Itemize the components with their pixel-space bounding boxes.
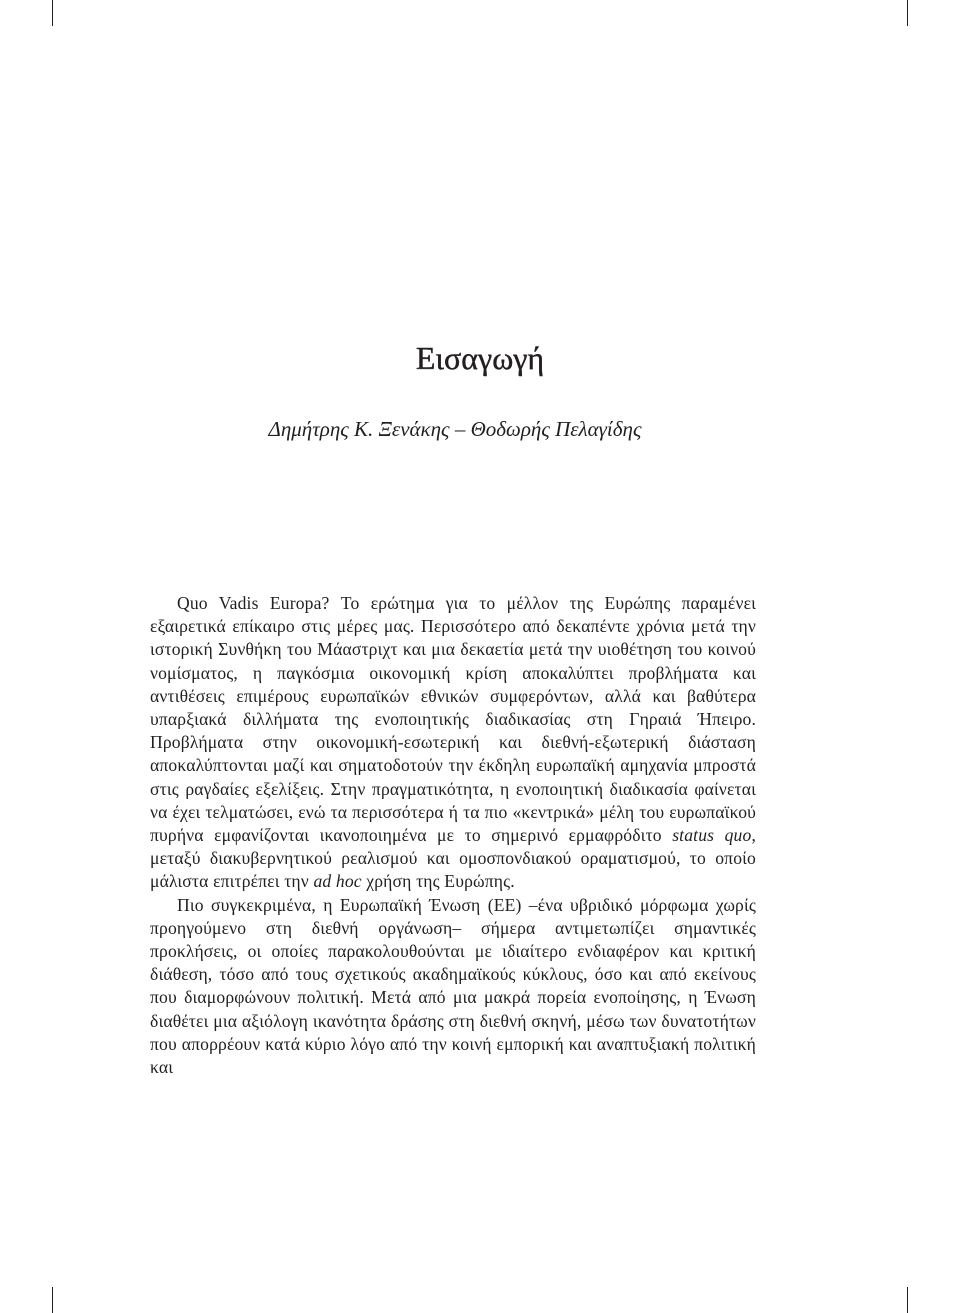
italic-term: status quo	[672, 825, 752, 846]
body-paragraph	[150, 894, 756, 1080]
chapter-body	[150, 592, 756, 1079]
text-run: χρήση της Ευρώπης.	[361, 871, 515, 892]
text-run: , μεταξύ διακυβερνητικού ρεαλισμού και ομοσπονδιακού οραματισμού, το οποίο μάλιστα επιτρέπει την	[150, 825, 757, 892]
italic-term: ad hoc	[313, 871, 362, 892]
crop-mark-bottom-left	[52, 1287, 53, 1313]
text-run: Πιο συγκεκριμένα, η Ευρωπαϊκή Ένωση (ΕΕ) –ένα υβριδικό μόρφωμα χωρίς προηγούμενο στη διεθνή οργάνωση– σήμερα αντιμετωπίζει σημαντικές προκλήσεις, οι οποίες παρακολουθούνται με ιδιαίτερο ενδιαφέρον και κριτική διάθεση, τόσο από τους σχετικούς ακαδημαϊκούς κύκλους, όσο και από εκείνους που διαμορφώνουν πολιτική. Μετά από μια μακρά πορεία ενοποίησης, η Ένωση διαθέτει μια αξιόλογη ικανότητα δράσης στη διεθνή σκηνή, μέσω των δυνατοτήτων που απορρέουν κατά κύριο λόγο από την κοινή εμπορική και αναπτυξιακή πολιτική και	[150, 894, 756, 1078]
chapter-authors: Δημήτρης Κ. Ξενάκης – Θοδωρής Πελαγίδης	[268, 417, 642, 441]
crop-mark-top-left	[52, 0, 53, 26]
body-paragraph	[150, 592, 756, 894]
crop-mark-bottom-right	[907, 1287, 908, 1313]
crop-mark-top-right	[907, 0, 908, 26]
chapter-title: Εισαγωγή	[415, 340, 545, 376]
text-run: Quo Vadis Europa? Το ερώτημα για το μέλλον της Ευρώπης παραμένει εξαιρετικά επίκαιρο στις μέρες μας. Περισσότερο από δεκαπέντε χρόνια μετά την ιστορική Συνθήκη του Μάαστριχτ και μια δεκαετία μετά την υιοθέτηση του κοινού νομίσματος, η παγκόσμια οικονομική κρίση αποκαλύπτει προβλήματα και αντιθέσεις επιμέρους ευρωπαϊκών εθνικών συμφερόντων, αλλά και βαθύτερα υπαρξιακά διλλήματα της ενοποιητικής διαδικασίας στη Γηραιά Ήπειρο. Προβλήματα στην οικονομική-εσωτερική και διεθνή-εξωτερική διάσταση αποκαλύπτονται μαζί και σηματοδοτούν την έκδηλη ευρωπαϊκή αμηχανία μπροστά στις ραγδαίες εξελίξεις. Στην πραγματικότητα, η ενοποιητική διαδικασία φαίνεται να έχει τελματώσει, ενώ τα περισσότερα ή τα πιο «κεντρικά» μέλη του ευρωπαϊκού πυρήνα εμφανίζονται ικανοποιημένα με το σημερινό ερμαφρόδιτο	[150, 593, 756, 846]
